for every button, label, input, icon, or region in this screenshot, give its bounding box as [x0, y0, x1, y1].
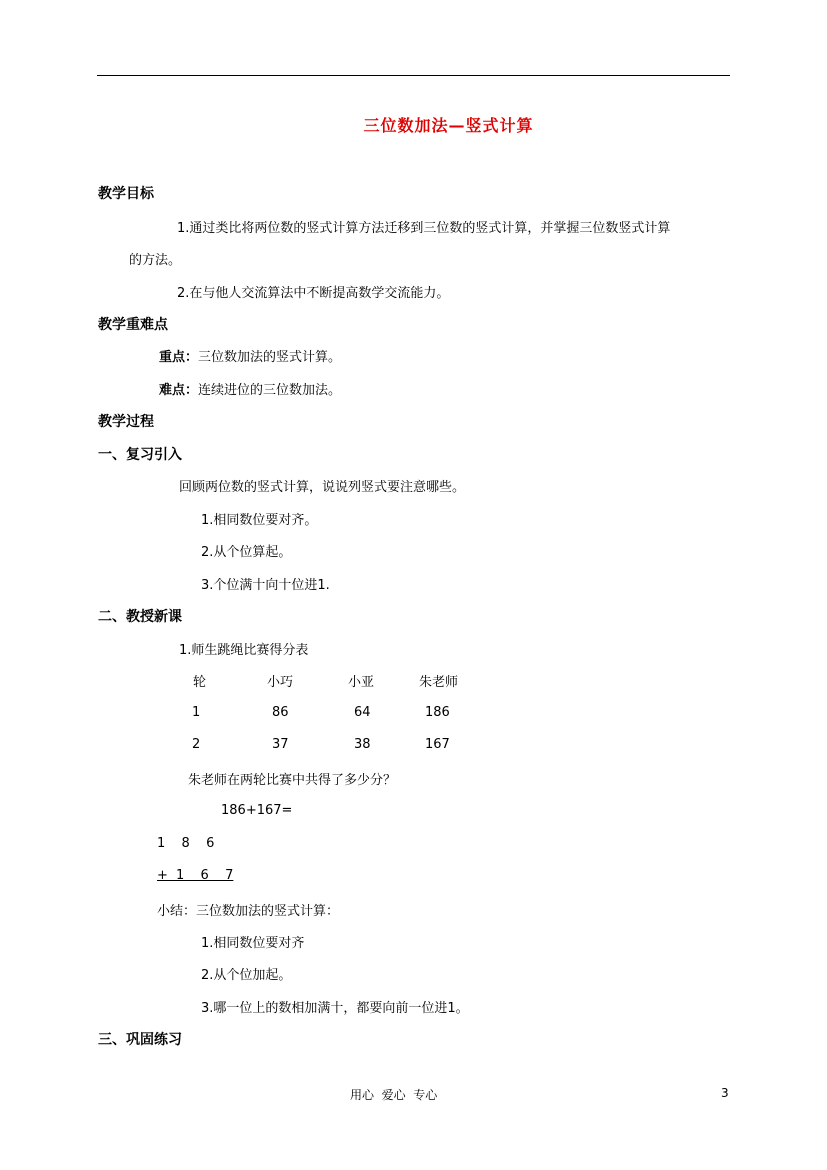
review-heading: 一、复习引入: [98, 447, 182, 463]
table-cell: 186: [425, 705, 450, 720]
page-number: 3: [721, 1086, 729, 1100]
footer-motto: 用心 爱心 专心: [350, 1088, 438, 1102]
table-cell: 38: [354, 737, 371, 752]
document-title: 三位数加法—竖式计算: [363, 116, 534, 135]
review-item-1: 1.相同数位要对齐。: [201, 513, 318, 528]
table-cell: 167: [425, 737, 450, 752]
table-cell: 37: [272, 737, 289, 752]
table-cell: 2: [192, 737, 201, 752]
review-item-2: 2.从个位算起。: [201, 545, 292, 560]
focus-label: 重点：: [159, 350, 199, 365]
question: 朱老师在两轮比赛中共得了多少分？: [188, 773, 397, 788]
table-header-xiaoya: 小亚: [348, 675, 375, 690]
vertical-calc-line2: + 1 6 7: [157, 868, 234, 883]
objective-1-line1: 1.通过类比将两位数的竖式计算方法迁移到三位数的竖式计算，并掌握三位数竖式计算: [177, 221, 671, 236]
difficulty-text: 连续进位的三位数加法。: [198, 383, 342, 398]
table-header-teacher: 朱老师: [419, 675, 459, 690]
review-intro: 回顾两位数的竖式计算，说说列竖式要注意哪些。: [179, 480, 466, 495]
focus-line: [159, 346, 341, 365]
table-cell: 1: [192, 705, 201, 720]
score-table-title: 1.师生跳绳比赛得分表: [179, 643, 309, 658]
difficulty-line: [159, 379, 341, 398]
objective-2: 2.在与他人交流算法中不断提高数学交流能力。: [177, 286, 450, 301]
summary: 小结：三位数加法的竖式计算：: [157, 904, 340, 919]
table-header-xiaoqiao: 小巧: [267, 675, 294, 690]
vertical-calc-line1: 1 8 6: [157, 836, 215, 851]
summary-item-2: 2.从个位加起。: [201, 968, 292, 983]
header-rule: [97, 75, 730, 76]
objectives-heading: 教学目标: [98, 186, 154, 202]
keypoints-heading: 教学重难点: [98, 317, 168, 333]
summary-item-1: 1.相同数位要对齐: [201, 936, 305, 951]
summary-item-3: 3.哪一位上的数相加满十，都要向前一位进1。: [201, 1001, 469, 1016]
difficulty-label: 难点：: [159, 383, 199, 398]
practice-heading: 三、巩固练习: [98, 1032, 182, 1048]
table-cell: 64: [354, 705, 371, 720]
objective-1-line2: 的方法。: [129, 253, 182, 268]
focus-text: 三位数加法的竖式计算。: [198, 350, 342, 365]
process-heading: 教学过程: [98, 414, 154, 430]
review-item-3: 3.个位满十向十位进1.: [201, 578, 330, 593]
newlesson-heading: 二、教授新课: [98, 609, 182, 625]
table-header-round: 轮: [193, 675, 207, 690]
table-cell: 86: [272, 705, 289, 720]
equation: 186+167=: [221, 803, 293, 818]
